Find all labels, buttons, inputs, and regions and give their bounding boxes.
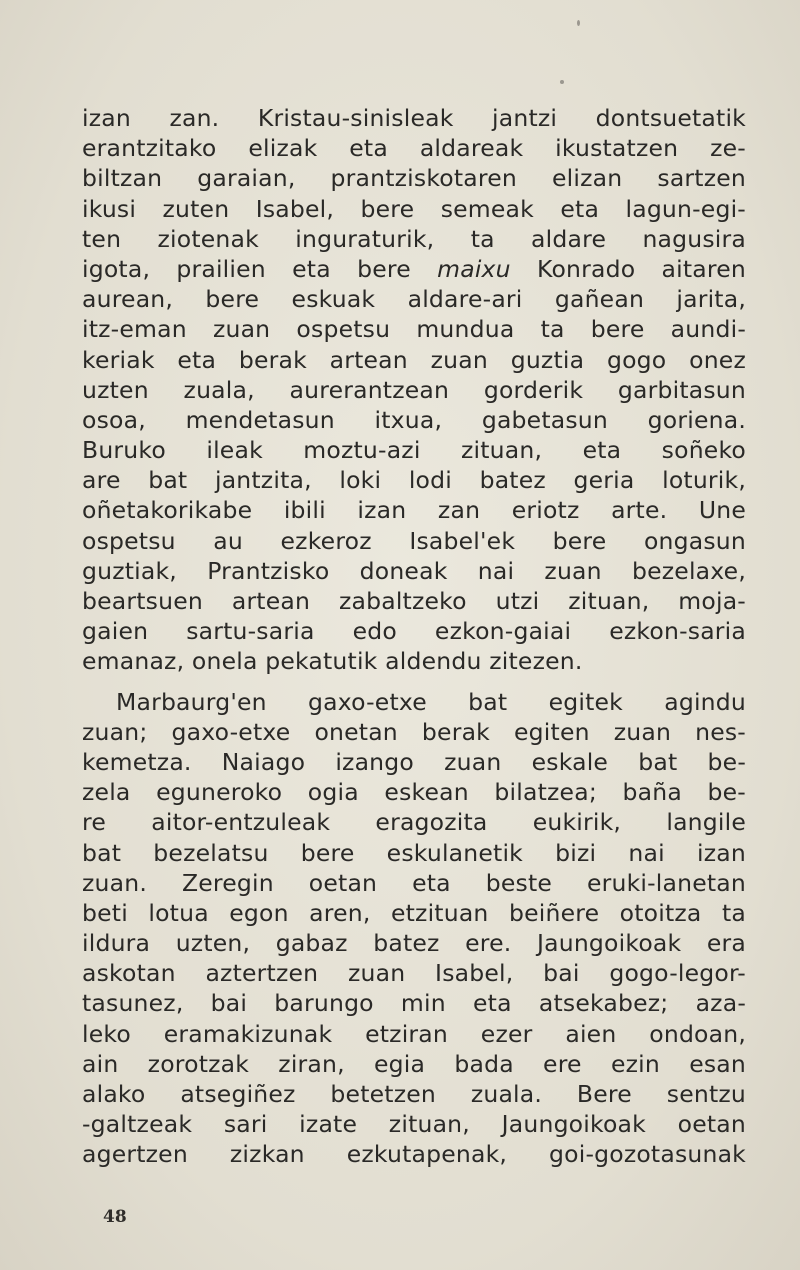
text-line: itz-eman zuan ospetsu mundua ta bere aundi- [82, 315, 746, 344]
text-line: ain zorotzak ziran, egia bada ere ezin esan [82, 1049, 746, 1078]
text-line: bat bezelatsu bere eskulanetik bizi nai izan [82, 838, 746, 867]
text-line: izan zan. Kristau-sinisleak jantzi dontsuetatik [82, 104, 746, 132]
text-line: beti lotua egon aren, etzituan beiñere otoitza ta [82, 898, 746, 927]
text-line: osoa, mendetasun itxua, gabetasun goriena. [82, 405, 746, 434]
text-line: beartsuen artean zabaltzeko utzi zituan, moja- [82, 587, 746, 615]
page-number: 48 [103, 1207, 127, 1227]
text-line: uzten zuala, aurerantzean gorderik garbitasun [82, 375, 746, 404]
text-line: -galtzeak sari izate zituan, Jaungoikoak oetan [82, 1110, 746, 1139]
print-speck [560, 80, 564, 84]
text-line: oñetakorikabe ibili izan zan eriotz arte. Une [82, 496, 746, 525]
text-line: agertzen zizkan ezkutapenak, goi-gozotasunak [82, 1140, 746, 1169]
text-line: ildura uzten, gabaz batez ere. Jaungoikoak era [82, 929, 746, 958]
text-line: alako atsegiñez betetzen zuala. Bere sentzu [82, 1080, 746, 1108]
text-line: ospetsu au ezkeroz Isabel'ek bere ongasun [82, 526, 746, 555]
text-line: are bat jantzita, loki lodi batez geria loturik, [82, 466, 746, 495]
print-speck [577, 20, 580, 26]
text-line: erantzitako elizak eta aldareak ikustatzen ze- [82, 134, 746, 163]
text-line: emanaz, onela pekatutik aldendu zitezen. [82, 647, 583, 676]
italic-word: maixu [437, 254, 511, 283]
text-line: Buruko ileak moztu-azi zituan, eta soñeko [82, 436, 746, 465]
text-line: ikusi zuten Isabel, bere semeak eta lagun-egi- [82, 194, 746, 223]
text-line: re aitor-entzuleak eragozita eukirik, langile [82, 808, 746, 837]
text-line: zela eguneroko ogia eskean bilatzea; baña be- [82, 778, 746, 807]
text-segment: igota, prailien eta bere [82, 254, 411, 283]
text-line [82, 254, 746, 284]
text-line: askotan aztertzen zuan Isabel, bai gogo-legor- [82, 959, 746, 988]
text-line: keriak eta berak artean zuan guztia gogo onez [82, 345, 746, 374]
text-line: leko eramakizunak etziran ezer aien ondoan, [82, 1019, 746, 1048]
text-line: tasunez, bai barungo min eta atsekabez; aza- [82, 989, 746, 1018]
body-text [82, 103, 746, 1170]
text-line: Marbaurg'en gaxo-etxe bat egitek agindu [116, 687, 746, 716]
paragraph-2 [82, 687, 746, 1170]
text-line: zuan; gaxo-etxe onetan berak egiten zuan nes- [82, 717, 746, 746]
paragraph-1 [82, 103, 746, 677]
text-line: guztiak, Prantzisko doneak nai zuan bezelaxe, [82, 556, 746, 585]
text-line: aurean, bere eskuak aldare-ari gañean jarita, [82, 285, 746, 314]
text-line: gaien sartu-saria edo ezkon-gaiai ezkon-saria [82, 617, 746, 646]
text-line: ten ziotenak inguraturik, ta aldare nagusira [82, 224, 746, 253]
text-segment: Konrado aitaren [537, 254, 747, 283]
text-line: kemetza. Naiago izango zuan eskale bat be- [82, 747, 746, 776]
text-line: biltzan garaian, prantziskotaren elizan sartzen [82, 164, 746, 193]
text-line: zuan. Zeregin oetan eta beste eruki-lanetan [82, 868, 746, 897]
paragraph-gap [82, 677, 746, 687]
